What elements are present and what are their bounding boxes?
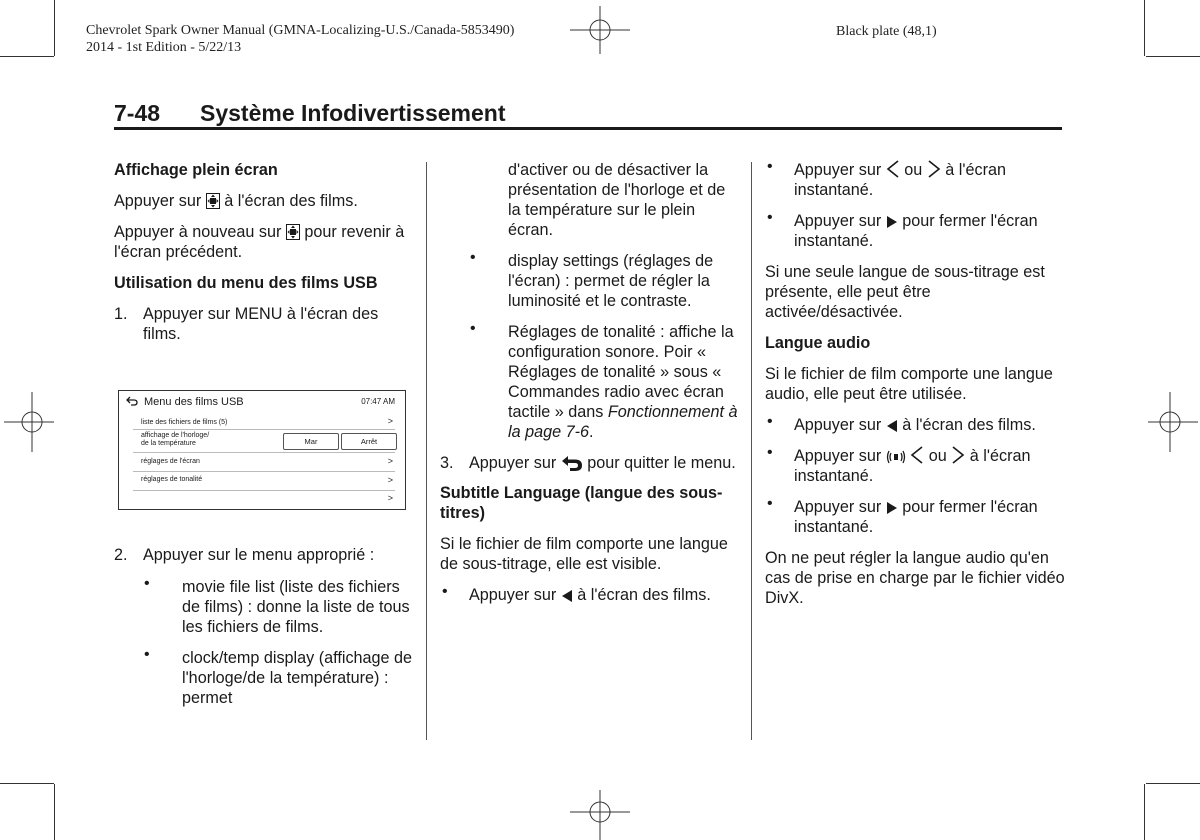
screen-row-clock-temp: affichage de l'horloge/ de la température xyxy=(133,430,395,453)
bullet-audio-close: • Appuyer sur pour fermer l'écran instantané. xyxy=(767,495,1038,536)
bullet-audio-left: • Appuyer sur à l'écran des films. xyxy=(767,413,1036,434)
bullet-display-settings: • display settings (réglages de l'écran) : permet de régler la luminosité et le contraste. xyxy=(470,249,714,310)
triangle-right-icon xyxy=(886,501,898,515)
column-1-continued xyxy=(114,545,414,719)
crop-mark xyxy=(1146,56,1200,57)
bullet-clock-temp: • clock/temp display (affichage de l'horloge/de la température) : permet xyxy=(144,646,413,707)
heading-full-screen: Affichage plein écran xyxy=(114,161,278,179)
heading-subtitle-language: Subtitle Language (langue des sous-titres) xyxy=(440,484,723,522)
chevron-right-icon: > xyxy=(387,416,393,426)
chevron-right-icon: > xyxy=(387,456,393,466)
crop-mark xyxy=(54,784,55,840)
fullscreen-icon xyxy=(206,193,220,209)
crop-mark xyxy=(0,56,54,57)
cross-reference[interactable]: Fonctionnement à la page 7-6 xyxy=(508,403,738,441)
registration-mark-icon xyxy=(4,392,54,452)
chevron-right-icon: > xyxy=(387,493,393,503)
audio-icon xyxy=(886,450,906,464)
registration-mark-icon xyxy=(1148,392,1198,452)
header-line-2: 2014 - 1st Edition - 5/22/13 xyxy=(86,40,242,55)
step-3: 3. Appuyer sur pour quitter le menu. xyxy=(440,454,736,472)
paragraph: Si une seule langue de sous-titrage est présente, elle peut être activée/désactivée. xyxy=(765,263,1045,321)
bullet-audio-arrows: • Appuyer sur ou à l'écran instantané. xyxy=(767,444,1031,485)
crop-mark xyxy=(1144,0,1145,56)
paragraph: Appuyer à nouveau sur pour revenir à l'écran précédent. xyxy=(114,223,405,261)
title-rule xyxy=(114,127,1062,130)
column-2 xyxy=(440,160,740,616)
screen-on-button: Mar xyxy=(283,433,339,450)
usb-menu-screen-illustration xyxy=(118,390,406,510)
paragraph: Si le fichier de film comporte une langue de sous-titrage, elle est visible. xyxy=(440,535,728,573)
heading-audio-language: Langue audio xyxy=(765,334,871,352)
screen-row-file-list: liste des fichiers de films (5) > xyxy=(133,415,395,430)
chevron-right-icon: > xyxy=(387,475,393,485)
back-arrow-icon xyxy=(126,396,138,406)
registration-mark-icon xyxy=(570,790,630,840)
header-manual-info xyxy=(86,22,514,56)
paragraph: On ne peut régler la langue audio qu'en cas de prise en charge par le fichier vidéo DivX. xyxy=(765,549,1065,607)
crop-mark xyxy=(1146,783,1200,784)
chevron-right-icon xyxy=(927,160,941,178)
screen-row-empty xyxy=(133,490,395,508)
screen-time: 07:47 AM xyxy=(361,397,395,406)
column-1 xyxy=(114,160,414,356)
triangle-right-icon xyxy=(886,215,898,229)
bullet-subtitle-close: • Appuyer sur pour fermer l'écran instantané. xyxy=(767,209,1038,250)
paragraph: Appuyer sur à l'écran des films. xyxy=(114,192,358,210)
heading-usb-menu: Utilisation du menu des films USB xyxy=(114,274,378,292)
triangle-left-icon xyxy=(561,589,573,603)
paragraph-continued: d'activer ou de désactiver la présentation de l'horloge et de la température sur le plein écran. xyxy=(508,161,726,239)
crop-mark xyxy=(54,0,55,56)
crop-mark xyxy=(0,783,54,784)
screen-off-button: Arrêt xyxy=(341,433,397,450)
chevron-left-icon xyxy=(886,160,900,178)
chevron-right-icon xyxy=(951,446,965,464)
screen-title: Menu des films USB xyxy=(144,396,244,408)
triangle-left-icon xyxy=(886,419,898,433)
section-title: Système Infodivertissement xyxy=(200,100,506,126)
bullet-tone-settings: • Réglages de tonalité : affiche la configuration sonore. Poir « Réglages de tonalité » sous « Commandes radio avec écran tactile » dans Fonctionnement à la page 7-6. xyxy=(470,320,738,441)
step-1: 1. Appuyer sur MENU à l'écran des films. xyxy=(114,305,379,343)
step-2: 2. Appuyer sur le menu approprié : xyxy=(114,546,375,564)
bullet-subtitle-arrows: • Appuyer sur ou à l'écran instantané. xyxy=(767,158,1006,199)
column-divider xyxy=(426,162,427,740)
registration-mark-icon xyxy=(570,6,630,54)
page-title xyxy=(114,100,506,127)
chevron-left-icon xyxy=(910,446,924,464)
bullet-movie-file-list: • movie file list (liste des fichiers de films) : donne la liste de tous les fichiers de films. xyxy=(144,575,410,636)
fullscreen-icon xyxy=(286,224,300,240)
bullet-subtitle-left: • Appuyer sur à l'écran des films. xyxy=(442,583,711,604)
back-arrow-icon xyxy=(561,455,583,471)
screen-row-display-settings: réglages de l'écran > xyxy=(133,453,395,472)
header-plate: Black plate (48,1) xyxy=(836,24,937,39)
paragraph: Si le fichier de film comporte une langue audio, elle peut être utilisée. xyxy=(765,365,1053,403)
screen-title-bar xyxy=(119,391,405,413)
column-3 xyxy=(765,160,1065,619)
screen-row-tone-settings: réglages de tonalité > xyxy=(133,472,395,491)
column-divider xyxy=(751,162,752,740)
header-line-1: Chevrolet Spark Owner Manual (GMNA-Localizing-U.S./Canada-5853490) xyxy=(86,23,515,38)
crop-mark xyxy=(1144,784,1145,840)
page-number: 7-48 xyxy=(114,100,161,126)
